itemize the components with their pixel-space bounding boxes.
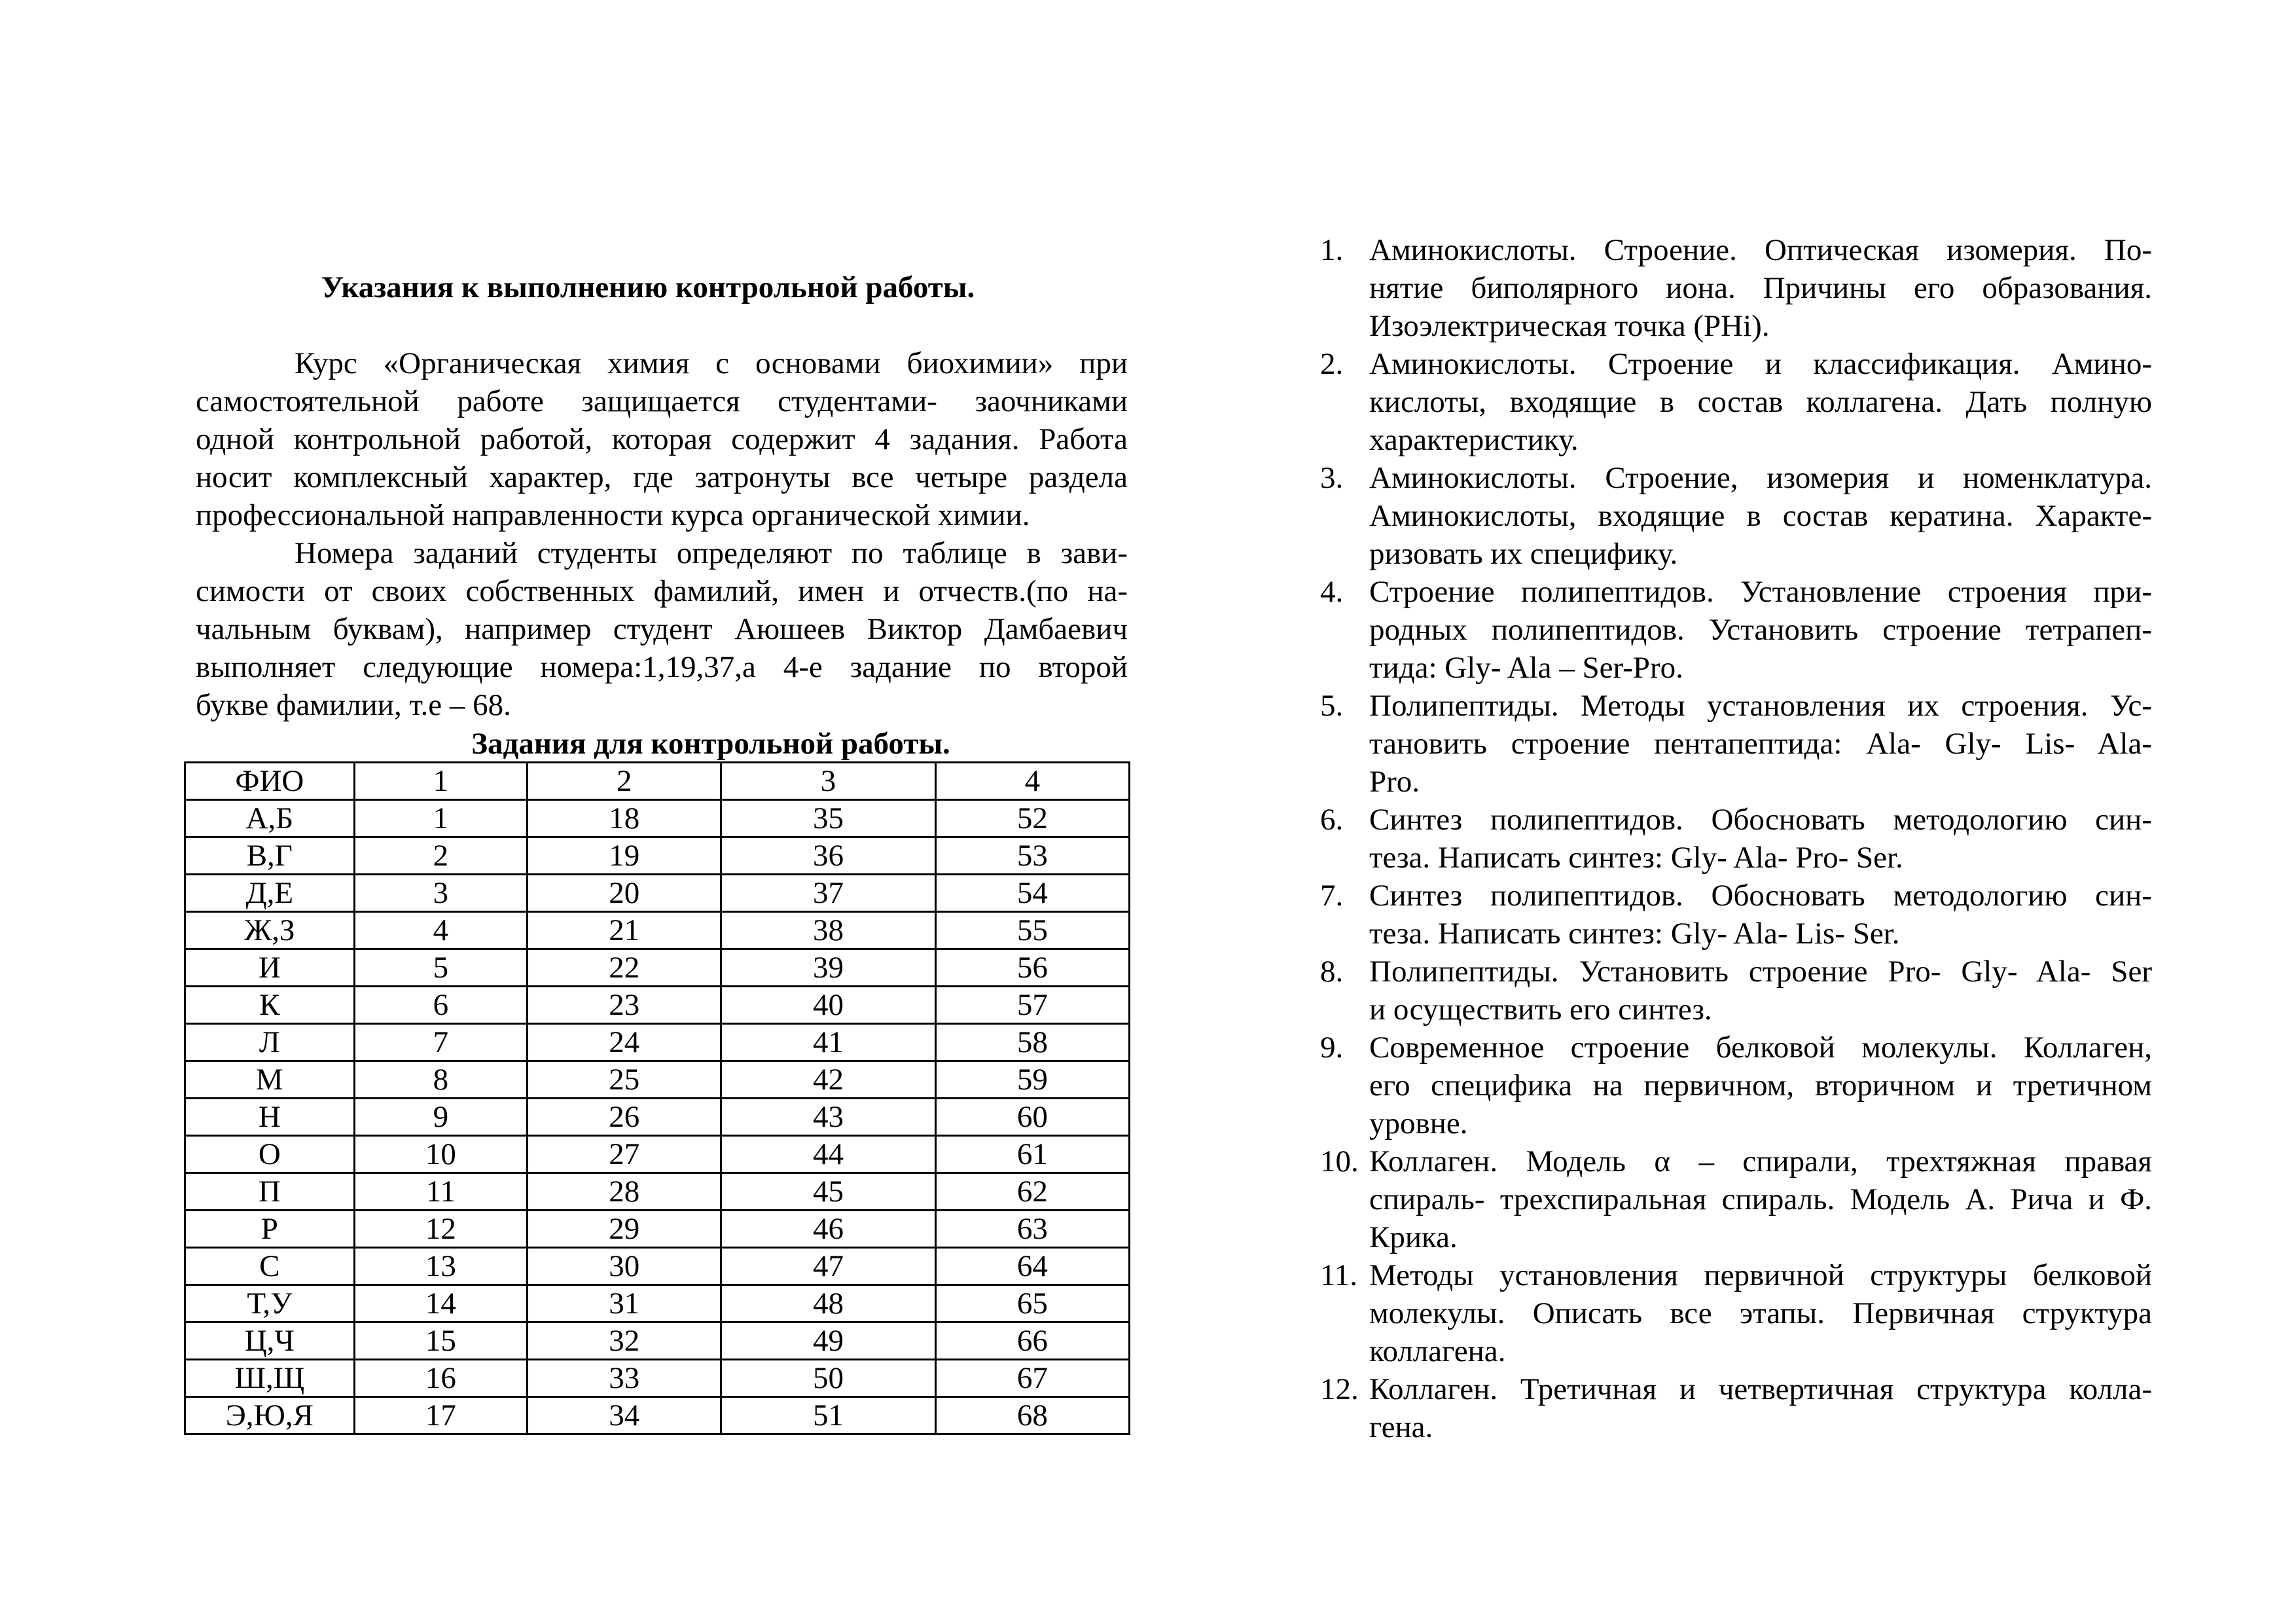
table-cell: 68 bbox=[935, 1397, 1129, 1434]
table-row bbox=[185, 912, 1130, 949]
table-cell: 7 bbox=[354, 1024, 527, 1061]
table-cell: 42 bbox=[721, 1061, 935, 1099]
table-cell: 39 bbox=[721, 949, 935, 987]
table-cell: 25 bbox=[528, 1061, 721, 1099]
table-cell: 18 bbox=[528, 800, 721, 837]
table-row bbox=[185, 1061, 1130, 1099]
list-item bbox=[1320, 459, 2152, 573]
table-cell: 30 bbox=[528, 1248, 721, 1285]
table-cell: Ш,Щ bbox=[185, 1360, 355, 1397]
table-cell: 2 bbox=[354, 837, 527, 875]
text-line: теза. Написать синтез: Gly- Ala- Lis- Ser. bbox=[1369, 917, 1900, 951]
list-item bbox=[1320, 687, 2152, 801]
table-cell: И bbox=[185, 949, 355, 987]
table-header-cell: 2 bbox=[528, 763, 721, 800]
table-cell: 64 bbox=[935, 1248, 1129, 1285]
table-cell: Д,Е bbox=[185, 875, 355, 912]
table-cell: 3 bbox=[354, 875, 527, 912]
table-cell: 53 bbox=[935, 837, 1129, 875]
table-cell: В,Г bbox=[185, 837, 355, 875]
text-line: выполняет следующие номера:1,19,37,а 4-е задание по второй bbox=[196, 650, 1128, 684]
table-cell: Ж,З bbox=[185, 912, 355, 949]
table-cell: Ц,Ч bbox=[185, 1322, 355, 1360]
text-line: профессиональной направленности курса органической химии. bbox=[196, 498, 1030, 532]
table-cell: 16 bbox=[354, 1360, 527, 1397]
item-number: 4. bbox=[1320, 575, 1344, 609]
table-cell: 21 bbox=[528, 912, 721, 949]
text-line: самостоятельной работе защищается студентами- заочниками bbox=[196, 384, 1128, 418]
table-row bbox=[185, 837, 1130, 875]
item-number: 9. bbox=[1320, 1030, 1344, 1065]
text-line: коллагена. bbox=[1369, 1334, 1506, 1368]
table-cell: 11 bbox=[354, 1173, 527, 1211]
table-row bbox=[185, 1248, 1130, 1285]
table-row bbox=[185, 1322, 1130, 1360]
table-cell: 29 bbox=[528, 1211, 721, 1248]
table-row bbox=[185, 987, 1130, 1024]
text-line: букве фамилии, т.е – 68. bbox=[196, 688, 511, 722]
text-line: Коллаген. Третичная и четвертичная структура колла- bbox=[1369, 1372, 2152, 1406]
table-cell: 50 bbox=[721, 1360, 935, 1397]
table-cell: 38 bbox=[721, 912, 935, 949]
table-cell: 58 bbox=[935, 1024, 1129, 1061]
text-line: кислоты, входящие в состав коллагена. Дать полную bbox=[1369, 385, 2152, 419]
table-cell: 55 bbox=[935, 912, 1129, 949]
table-cell: 27 bbox=[528, 1136, 721, 1173]
text-line: Полипептиды. Установить строение Pro- Gly- Ala- Ser bbox=[1369, 955, 2152, 989]
item-number: 7. bbox=[1320, 879, 1344, 913]
table-cell: Т,У bbox=[185, 1285, 355, 1322]
table-cell: 52 bbox=[935, 800, 1129, 837]
text-line: Крика. bbox=[1369, 1220, 1458, 1254]
instructions-text bbox=[196, 344, 1128, 724]
table-cell: 6 bbox=[354, 987, 527, 1024]
table-cell: 19 bbox=[528, 837, 721, 875]
table-cell: Л bbox=[185, 1024, 355, 1061]
table-cell: 31 bbox=[528, 1285, 721, 1322]
table-cell: 15 bbox=[354, 1322, 527, 1360]
list-item bbox=[1320, 1029, 2152, 1142]
item-number: 8. bbox=[1320, 955, 1344, 989]
table-cell: 66 bbox=[935, 1322, 1129, 1360]
table-cell: М bbox=[185, 1061, 355, 1099]
text-line: Изоэлектрическая точка (PHi). bbox=[1369, 309, 1770, 343]
table-cell: 47 bbox=[721, 1248, 935, 1285]
table-row bbox=[185, 1173, 1130, 1211]
text-line: ризовать их специфику. bbox=[1369, 537, 1678, 571]
item-number: 12. bbox=[1320, 1372, 1359, 1406]
text-line: тида: Gly- Ala – Ser-Pro. bbox=[1369, 651, 1683, 685]
table-row bbox=[185, 1024, 1130, 1061]
text-line: симости от своих собственных фамилий, имен и отчеств.(по на- bbox=[196, 574, 1128, 608]
table-cell: 9 bbox=[354, 1099, 527, 1136]
list-item bbox=[1320, 573, 2152, 687]
item-number: 10. bbox=[1320, 1144, 1359, 1178]
paragraph bbox=[196, 534, 1128, 724]
table-cell: 60 bbox=[935, 1099, 1129, 1136]
text-line: Современное строение белковой молекулы. Коллаген, bbox=[1369, 1030, 2152, 1065]
table-cell: 17 bbox=[354, 1397, 527, 1434]
item-number: 6. bbox=[1320, 803, 1344, 837]
list-item bbox=[1320, 801, 2152, 877]
table-cell: К bbox=[185, 987, 355, 1024]
table-header-cell: 3 bbox=[721, 763, 935, 800]
table-row bbox=[185, 1285, 1130, 1322]
text-line: гена. bbox=[1369, 1410, 1433, 1444]
text-line: его специфика на первичном, вторичном и третичном bbox=[1369, 1068, 2152, 1103]
table-row bbox=[185, 800, 1130, 837]
text-line: Методы установления первичной структуры белковой bbox=[1369, 1258, 2152, 1292]
table-cell: 54 bbox=[935, 875, 1129, 912]
table-cell: С bbox=[185, 1248, 355, 1285]
table-cell: 44 bbox=[721, 1136, 935, 1173]
table-row bbox=[185, 949, 1130, 987]
table-cell: 59 bbox=[935, 1061, 1129, 1099]
text-line: нятие биполярного иона. Причины его образования. bbox=[1369, 271, 2152, 305]
text-line: тановить строение пентапептида: Ala- Gly- Lis- Ala- bbox=[1369, 727, 2152, 761]
table-cell: 49 bbox=[721, 1322, 935, 1360]
table-cell: Р bbox=[185, 1211, 355, 1248]
table-cell: О bbox=[185, 1136, 355, 1173]
list-item bbox=[1320, 877, 2152, 953]
text-line: и осуществить его синтез. bbox=[1369, 993, 1712, 1027]
text-line: Аминокислоты. Строение и классификация. Амино- bbox=[1369, 347, 2152, 381]
table-row bbox=[185, 1360, 1130, 1397]
list-item bbox=[1320, 231, 2152, 345]
table-cell: 22 bbox=[528, 949, 721, 987]
text-line: Синтез полипептидов. Обосновать методологию син- bbox=[1369, 879, 2152, 913]
table-header-row bbox=[185, 763, 1130, 800]
text-line: одной контрольной работой, которая содержит 4 задания. Работа bbox=[196, 422, 1128, 456]
table-cell: 10 bbox=[354, 1136, 527, 1173]
table-cell: 37 bbox=[721, 875, 935, 912]
table-row bbox=[185, 1397, 1130, 1434]
table-cell: 4 bbox=[354, 912, 527, 949]
table-cell: 12 bbox=[354, 1211, 527, 1248]
text-line: спираль- трехспиральная спираль. Модель А. Рича и Ф. bbox=[1369, 1182, 2152, 1216]
list-item bbox=[1320, 953, 2152, 1029]
list-item bbox=[1320, 1256, 2152, 1370]
item-number: 3. bbox=[1320, 461, 1344, 495]
table-cell: Э,Ю,Я bbox=[185, 1397, 355, 1434]
table-cell: 43 bbox=[721, 1099, 935, 1136]
table-cell: 61 bbox=[935, 1136, 1129, 1173]
list-item bbox=[1320, 1142, 2152, 1256]
table-cell: 56 bbox=[935, 949, 1129, 987]
table-cell: 40 bbox=[721, 987, 935, 1024]
list-item bbox=[1320, 345, 2152, 459]
text-line: Аминокислоты. Строение, изомерия и номенклатура. bbox=[1369, 461, 2152, 495]
paragraph bbox=[196, 344, 1128, 534]
table-cell: 51 bbox=[721, 1397, 935, 1434]
page-title: Указания к выполнению контрольной работы. bbox=[321, 270, 975, 304]
text-line: характеристику. bbox=[1369, 423, 1579, 457]
text-line: Номера заданий студенты определяют по таблице в зави- bbox=[295, 536, 1128, 570]
table-cell: 28 bbox=[528, 1173, 721, 1211]
text-line: Аминокислоты, входящие в состав кератина. Характе- bbox=[1369, 499, 2152, 533]
table-header-cell: 4 bbox=[935, 763, 1129, 800]
table-cell: 46 bbox=[721, 1211, 935, 1248]
table-row bbox=[185, 1211, 1130, 1248]
table-cell: 57 bbox=[935, 987, 1129, 1024]
item-number: 1. bbox=[1320, 233, 1344, 267]
table-cell: 1 bbox=[354, 800, 527, 837]
table-cell: Н bbox=[185, 1099, 355, 1136]
table-row bbox=[185, 1136, 1130, 1173]
table-cell: А,Б bbox=[185, 800, 355, 837]
table-title: Задания для контрольной работы. bbox=[471, 727, 950, 761]
text-line: молекулы. Описать все этапы. Первичная структура bbox=[1369, 1296, 2152, 1330]
text-line: Коллаген. Модель α – спирали, трехтяжная правая bbox=[1369, 1144, 2152, 1178]
item-number: 2. bbox=[1320, 347, 1344, 381]
table-cell: 32 bbox=[528, 1322, 721, 1360]
table-cell: 65 bbox=[935, 1285, 1129, 1322]
assignment-table bbox=[184, 761, 1130, 1435]
table-cell: 26 bbox=[528, 1099, 721, 1136]
text-line: Аминокислоты. Строение. Оптическая изомерия. По- bbox=[1369, 233, 2152, 267]
text-line: Синтез полипептидов. Обосновать методологию син- bbox=[1369, 803, 2152, 837]
table-cell: 34 bbox=[528, 1397, 721, 1434]
text-line: носит комплексный характер, где затронуты все четыре раздела bbox=[196, 460, 1128, 494]
table-cell: 13 bbox=[354, 1248, 527, 1285]
table-cell: 62 bbox=[935, 1173, 1129, 1211]
table-cell: 8 bbox=[354, 1061, 527, 1099]
table-cell: 48 bbox=[721, 1285, 935, 1322]
table-header-cell: 1 bbox=[354, 763, 527, 800]
list-item bbox=[1320, 1370, 2152, 1446]
table-cell: 41 bbox=[721, 1024, 935, 1061]
table-cell: 67 bbox=[935, 1360, 1129, 1397]
text-line: родных полипептидов. Установить строение тетрапеп- bbox=[1369, 613, 2152, 647]
table-cell: 14 bbox=[354, 1285, 527, 1322]
table-row bbox=[185, 1099, 1130, 1136]
table-cell: 36 bbox=[721, 837, 935, 875]
item-number: 5. bbox=[1320, 689, 1344, 723]
text-line: теза. Написать синтез: Gly- Ala- Pro- Ser. bbox=[1369, 841, 1903, 875]
text-line: Pro. bbox=[1369, 765, 1420, 799]
table-cell: 5 bbox=[354, 949, 527, 987]
table-cell: 33 bbox=[528, 1360, 721, 1397]
table-cell: 35 bbox=[721, 800, 935, 837]
table-cell: 23 bbox=[528, 987, 721, 1024]
item-number: 11. bbox=[1320, 1258, 1358, 1292]
table-cell: 20 bbox=[528, 875, 721, 912]
task-list bbox=[1320, 231, 2152, 1446]
text-line: уровне. bbox=[1369, 1106, 1468, 1140]
text-line: Полипептиды. Методы установления их строения. Ус- bbox=[1369, 689, 2152, 723]
text-line: Курс «Органическая химия с основами биохимии» при bbox=[295, 346, 1128, 380]
table-row bbox=[185, 875, 1130, 912]
table-cell: 63 bbox=[935, 1211, 1129, 1248]
text-line: чальным буквам), например студент Аюшеев Виктор Дамбаевич bbox=[196, 612, 1128, 646]
text-line: Строение полипептидов. Установление строения при- bbox=[1369, 575, 2152, 609]
table-header-cell: ФИО bbox=[185, 763, 355, 800]
table-cell: 24 bbox=[528, 1024, 721, 1061]
table-cell: 45 bbox=[721, 1173, 935, 1211]
table-cell: П bbox=[185, 1173, 355, 1211]
